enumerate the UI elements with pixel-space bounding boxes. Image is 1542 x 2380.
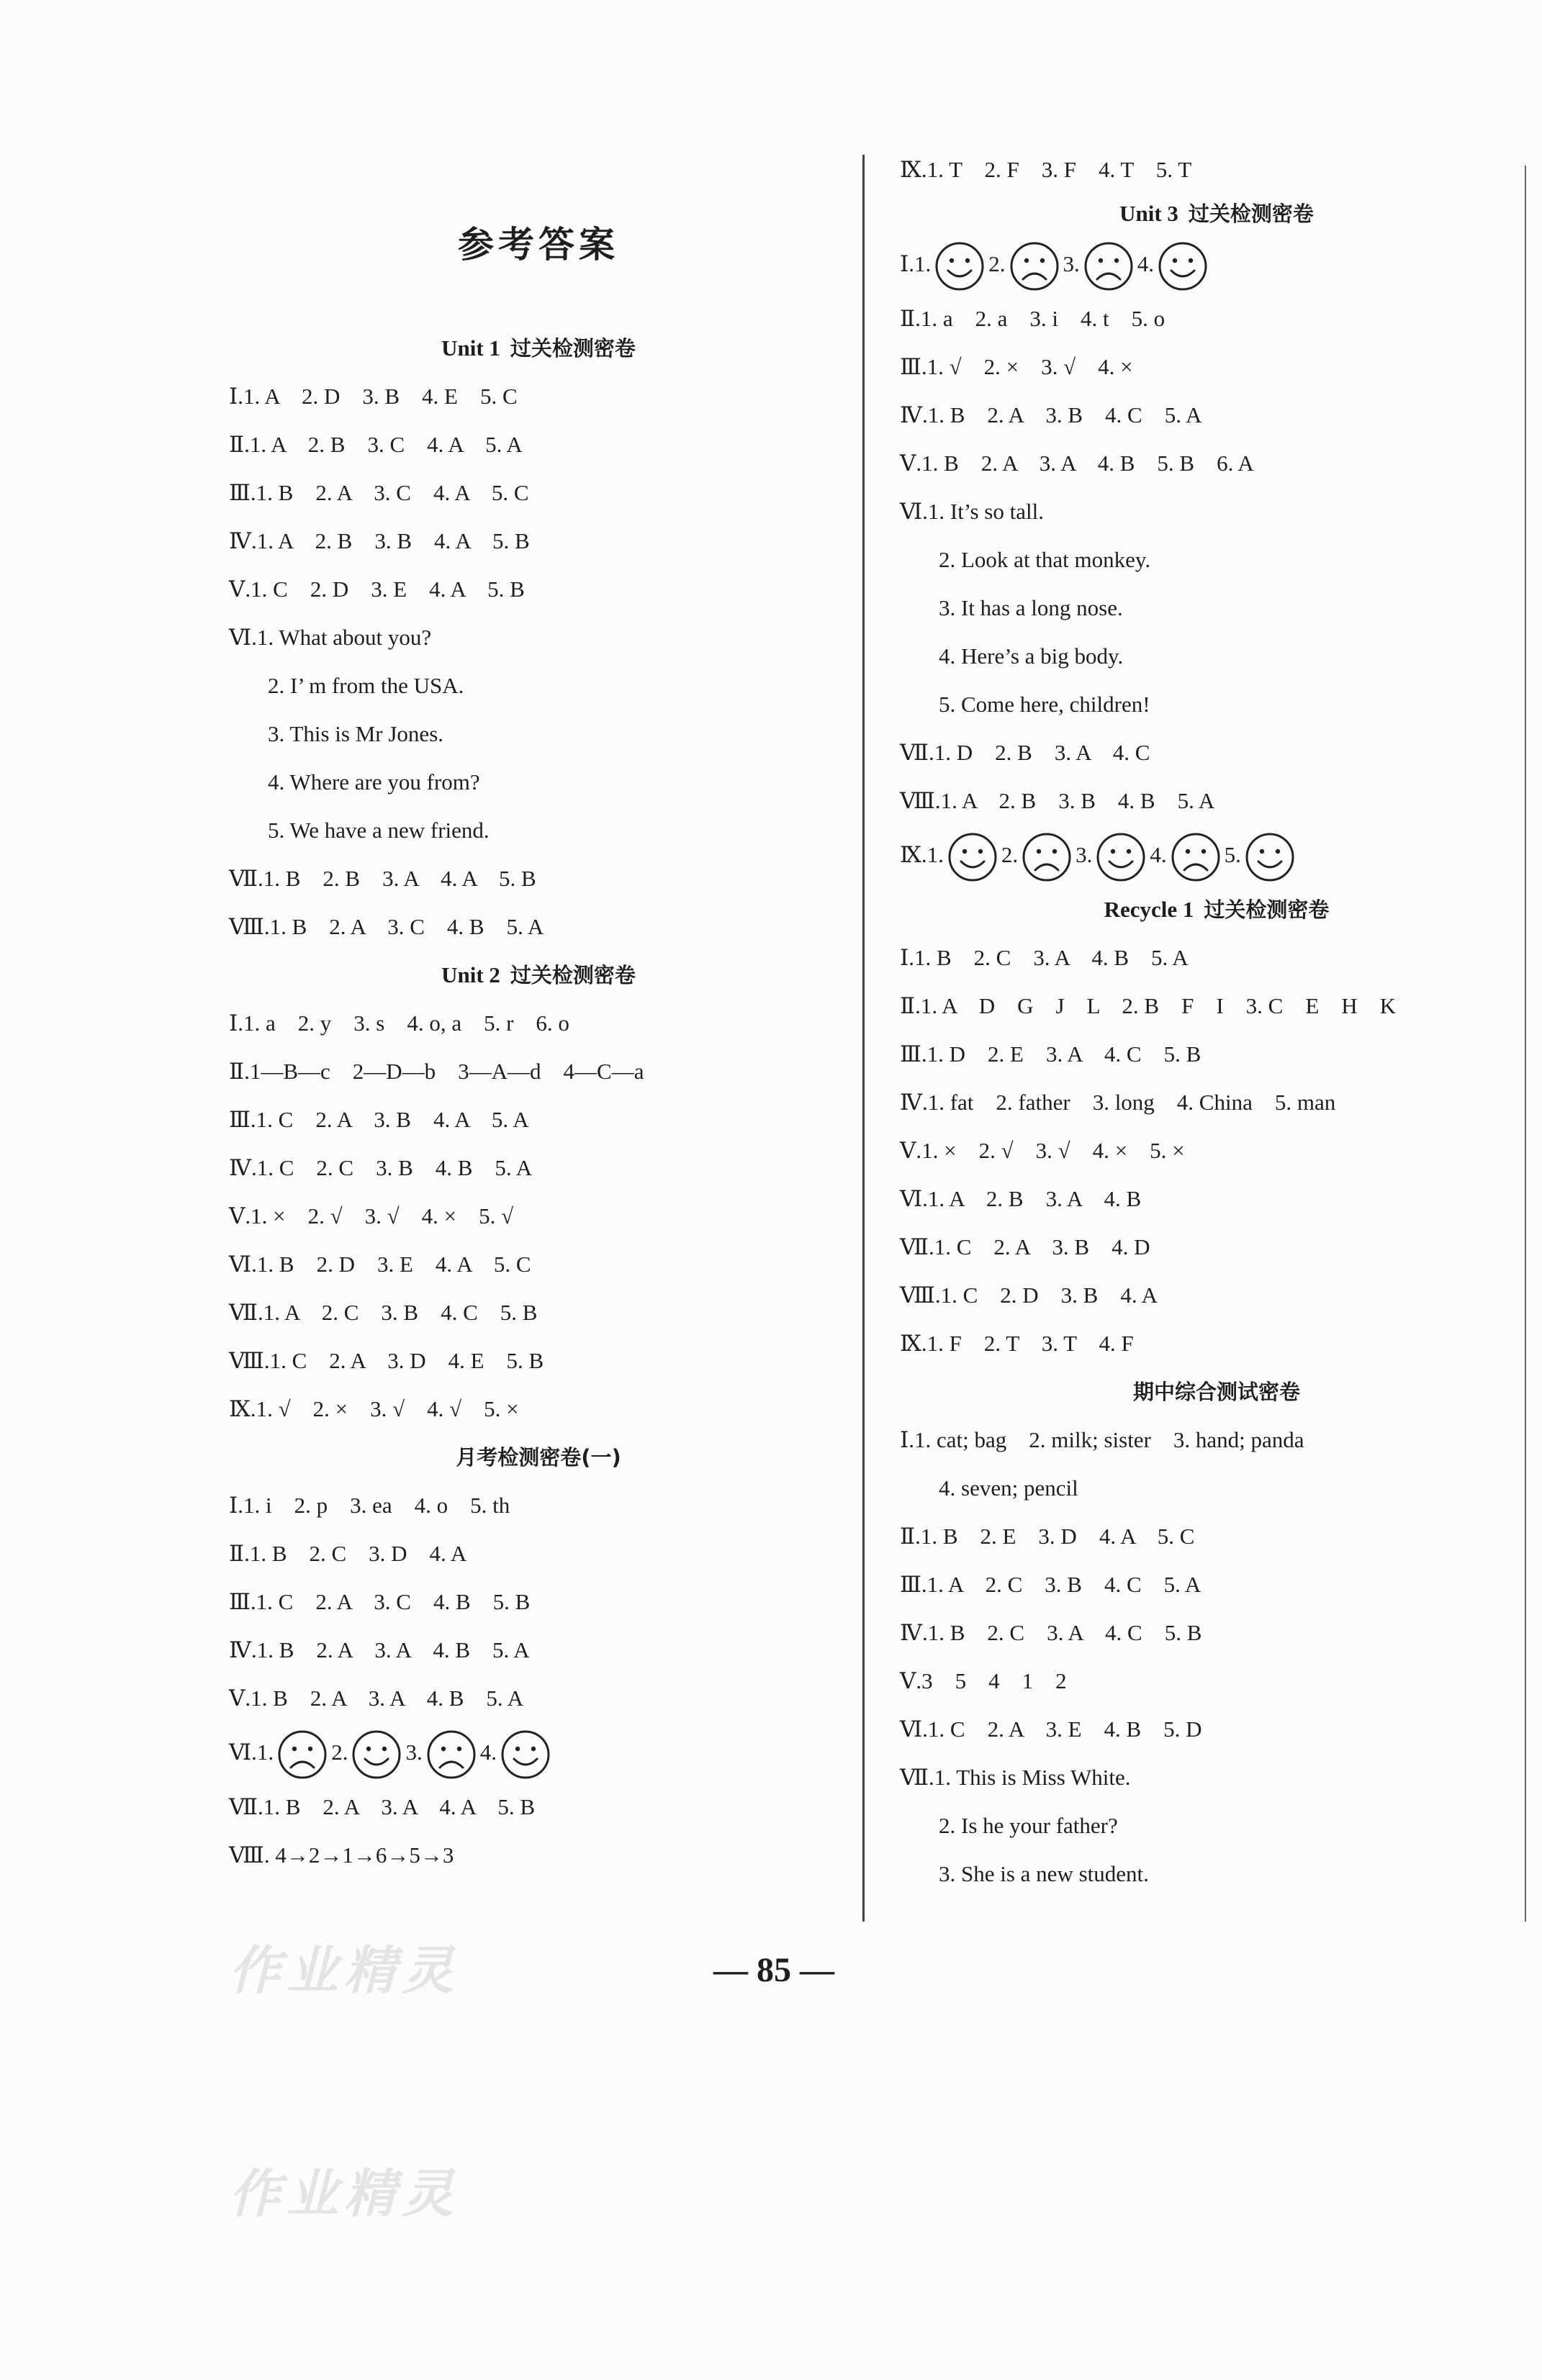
smile-face-icon xyxy=(934,240,986,292)
answer-subline: 4. Here’s a big body. xyxy=(939,643,1124,669)
answer-line: Ⅰ.1. a 2. y 3. s 4. o, a 5. r 6. o xyxy=(229,1010,569,1036)
answer-line: Ⅱ.1. B 2. C 3. D 4. A xyxy=(229,1541,467,1566)
answer-line: Ⅳ.1. B 2. A 3. A 4. B 5. A xyxy=(229,1637,530,1662)
frown-face-icon xyxy=(1170,831,1222,883)
answer-line: Ⅴ.3 5 4 1 2 xyxy=(900,1668,1067,1693)
watermark: 作业精灵 xyxy=(229,1940,460,2001)
answer-line: Ⅳ.1. A 2. B 3. B 4. A 5. B xyxy=(229,528,530,553)
unit2-title: Unit 2 过关检测密卷 xyxy=(441,962,636,987)
page-title: 参考答案 xyxy=(458,224,619,266)
answer-line: Ⅶ.1. B 2. B 3. A 4. A 5. B xyxy=(229,866,536,891)
answer-line: Ⅰ.1. i 2. p 3. ea 4. o 5. th xyxy=(229,1493,510,1518)
answer-subline: 4. seven; pencil xyxy=(939,1475,1078,1501)
face-answer-line: Ⅵ.1. 2. 3. 4. xyxy=(229,1722,848,1783)
answer-line: Ⅱ.1. B 2. E 3. D 4. A 5. C xyxy=(900,1524,1195,1549)
answer-line: Ⅸ.1. √ 2. × 3. √ 4. √ 5. × xyxy=(229,1396,519,1421)
answer-subline: 3. She is a new student. xyxy=(939,1861,1149,1886)
answer-line: Ⅷ. 4→2→1→6→5→3 xyxy=(229,1842,454,1868)
answer-line: Ⅰ.1. cat; bag 2. milk; sister 3. hand; panda xyxy=(900,1427,1304,1452)
smile-face-icon xyxy=(1244,831,1296,883)
smile-face-icon xyxy=(351,1729,402,1781)
smile-face-icon xyxy=(947,831,998,883)
answer-subline: 5. We have a new friend. xyxy=(268,818,490,843)
answer-line: Ⅶ.1. D 2. B 3. A 4. C xyxy=(900,740,1150,765)
frown-face-icon xyxy=(1021,831,1073,883)
frown-face-icon xyxy=(425,1729,477,1781)
answer-line: Ⅴ.1. × 2. √ 3. √ 4. × 5. √ xyxy=(229,1203,514,1229)
answer-line: Ⅷ.1. A 2. B 3. B 4. B 5. A xyxy=(900,788,1215,813)
answer-subline: 4. Where are you from? xyxy=(268,769,480,795)
answer-subline: 3. It has a long nose. xyxy=(939,595,1123,620)
answer-line: Ⅴ.1. C 2. D 3. E 4. A 5. B xyxy=(229,576,525,602)
answer-line: Ⅲ.1. C 2. A 3. C 4. B 5. B xyxy=(229,1589,531,1614)
smile-face-icon xyxy=(500,1729,551,1781)
answer-line: Ⅵ.1. It’s so tall. xyxy=(900,499,1044,524)
answer-line: Ⅲ.1. D 2. E 3. A 4. C 5. B xyxy=(900,1041,1201,1067)
answer-line: Ⅸ.1. F 2. T 3. T 4. F xyxy=(900,1331,1134,1356)
answer-line: Ⅱ.1. a 2. a 3. i 4. t 5. o xyxy=(900,306,1165,331)
answer-line: Ⅷ.1. B 2. A 3. C 4. B 5. A xyxy=(229,914,544,939)
frown-face-icon xyxy=(1009,240,1060,292)
answer-subline: 5. Come here, children! xyxy=(939,692,1150,717)
frown-face-icon xyxy=(1083,240,1135,292)
unit1-title: Unit 1 过关检测密卷 xyxy=(441,335,636,361)
answer-line: Ⅲ.1. B 2. A 3. C 4. A 5. C xyxy=(229,480,529,505)
answer-line: Ⅳ.1. B 2. C 3. A 4. C 5. B xyxy=(900,1620,1202,1645)
answer-line: Ⅷ.1. C 2. D 3. B 4. A xyxy=(900,1282,1158,1308)
answer-line: Ⅲ.1. A 2. C 3. B 4. C 5. A xyxy=(900,1572,1201,1597)
answer-line: Ⅲ.1. √ 2. × 3. √ 4. × xyxy=(900,354,1133,379)
answer-line: Ⅴ.1. × 2. √ 3. √ 4. × 5. × xyxy=(900,1138,1185,1163)
answer-line: Ⅱ.1. A 2. B 3. C 4. A 5. A xyxy=(229,432,523,457)
answer-line: Ⅶ.1. This is Miss White. xyxy=(900,1765,1131,1790)
frown-face-icon xyxy=(276,1729,328,1781)
monthly-test-title: 月考检测密卷(一) xyxy=(456,1445,621,1470)
smile-face-icon xyxy=(1157,240,1209,292)
right-column xyxy=(900,145,1533,1898)
face-answer-line: Ⅰ.1. 2. 3. 4. xyxy=(900,234,1533,294)
answer-subline: 2. I’ m from the USA. xyxy=(268,673,464,698)
answer-line: Ⅶ.1. B 2. A 3. A 4. A 5. B xyxy=(229,1794,536,1819)
answer-line: Ⅳ.1. B 2. A 3. B 4. C 5. A xyxy=(900,402,1202,427)
recycle1-title: Recycle 1 过关检测密卷 xyxy=(1104,897,1330,922)
column-divider xyxy=(862,155,865,1922)
watermark: 作业精灵 xyxy=(229,2163,460,2224)
left-column xyxy=(229,324,848,1879)
answer-line: Ⅰ.1. B 2. C 3. A 4. B 5. A xyxy=(900,945,1189,970)
answer-subline: 2. Look at that monkey. xyxy=(939,547,1151,572)
face-answer-line: Ⅸ.1. 2. 3. 4. 5. xyxy=(900,825,1533,885)
answer-line: Ⅴ.1. B 2. A 3. A 4. B 5. A xyxy=(229,1686,524,1711)
answer-line: Ⅲ.1. C 2. A 3. B 4. A 5. A xyxy=(229,1107,529,1132)
answer-subline: 2. Is he your father? xyxy=(939,1813,1118,1838)
answer-line: Ⅷ.1. C 2. A 3. D 4. E 5. B xyxy=(229,1348,544,1373)
answer-line: Ⅶ.1. A 2. C 3. B 4. C 5. B xyxy=(229,1300,538,1325)
smile-face-icon xyxy=(1095,831,1147,883)
answer-line: Ⅵ.1. A 2. B 3. A 4. B xyxy=(900,1186,1142,1211)
answer-line: Ⅱ.1. A D G J L 2. B F I 3. C E H K xyxy=(900,993,1397,1018)
answer-line: Ⅵ.1. B 2. D 3. E 4. A 5. C xyxy=(229,1252,531,1277)
answer-subline: 3. This is Mr Jones. xyxy=(268,721,444,746)
page-number: — 85 — xyxy=(713,1951,834,1989)
answer-line: Ⅸ.1. T 2. F 3. F 4. T 5. T xyxy=(900,157,1192,182)
answer-line: Ⅱ.1—B—c 2—D—b 3—A—d 4—C—a xyxy=(229,1059,644,1084)
unit3-title: Unit 3 过关检测密卷 xyxy=(1119,201,1314,226)
answer-line: Ⅳ.1. fat 2. father 3. long 4. China 5. man xyxy=(900,1090,1336,1115)
answer-line: Ⅶ.1. C 2. A 3. B 4. D xyxy=(900,1234,1150,1259)
answer-line: Ⅵ.1. C 2. A 3. E 4. B 5. D xyxy=(900,1716,1202,1742)
answer-line: Ⅵ.1. What about you? xyxy=(229,625,432,650)
answer-line: Ⅴ.1. B 2. A 3. A 4. B 5. B 6. A xyxy=(900,451,1254,476)
answer-line: Ⅳ.1. C 2. C 3. B 4. B 5. A xyxy=(229,1155,533,1180)
midterm-test-title: 期中综合测试密卷 xyxy=(1132,1380,1300,1404)
answer-line: Ⅰ.1. A 2. D 3. B 4. E 5. C xyxy=(229,384,518,409)
